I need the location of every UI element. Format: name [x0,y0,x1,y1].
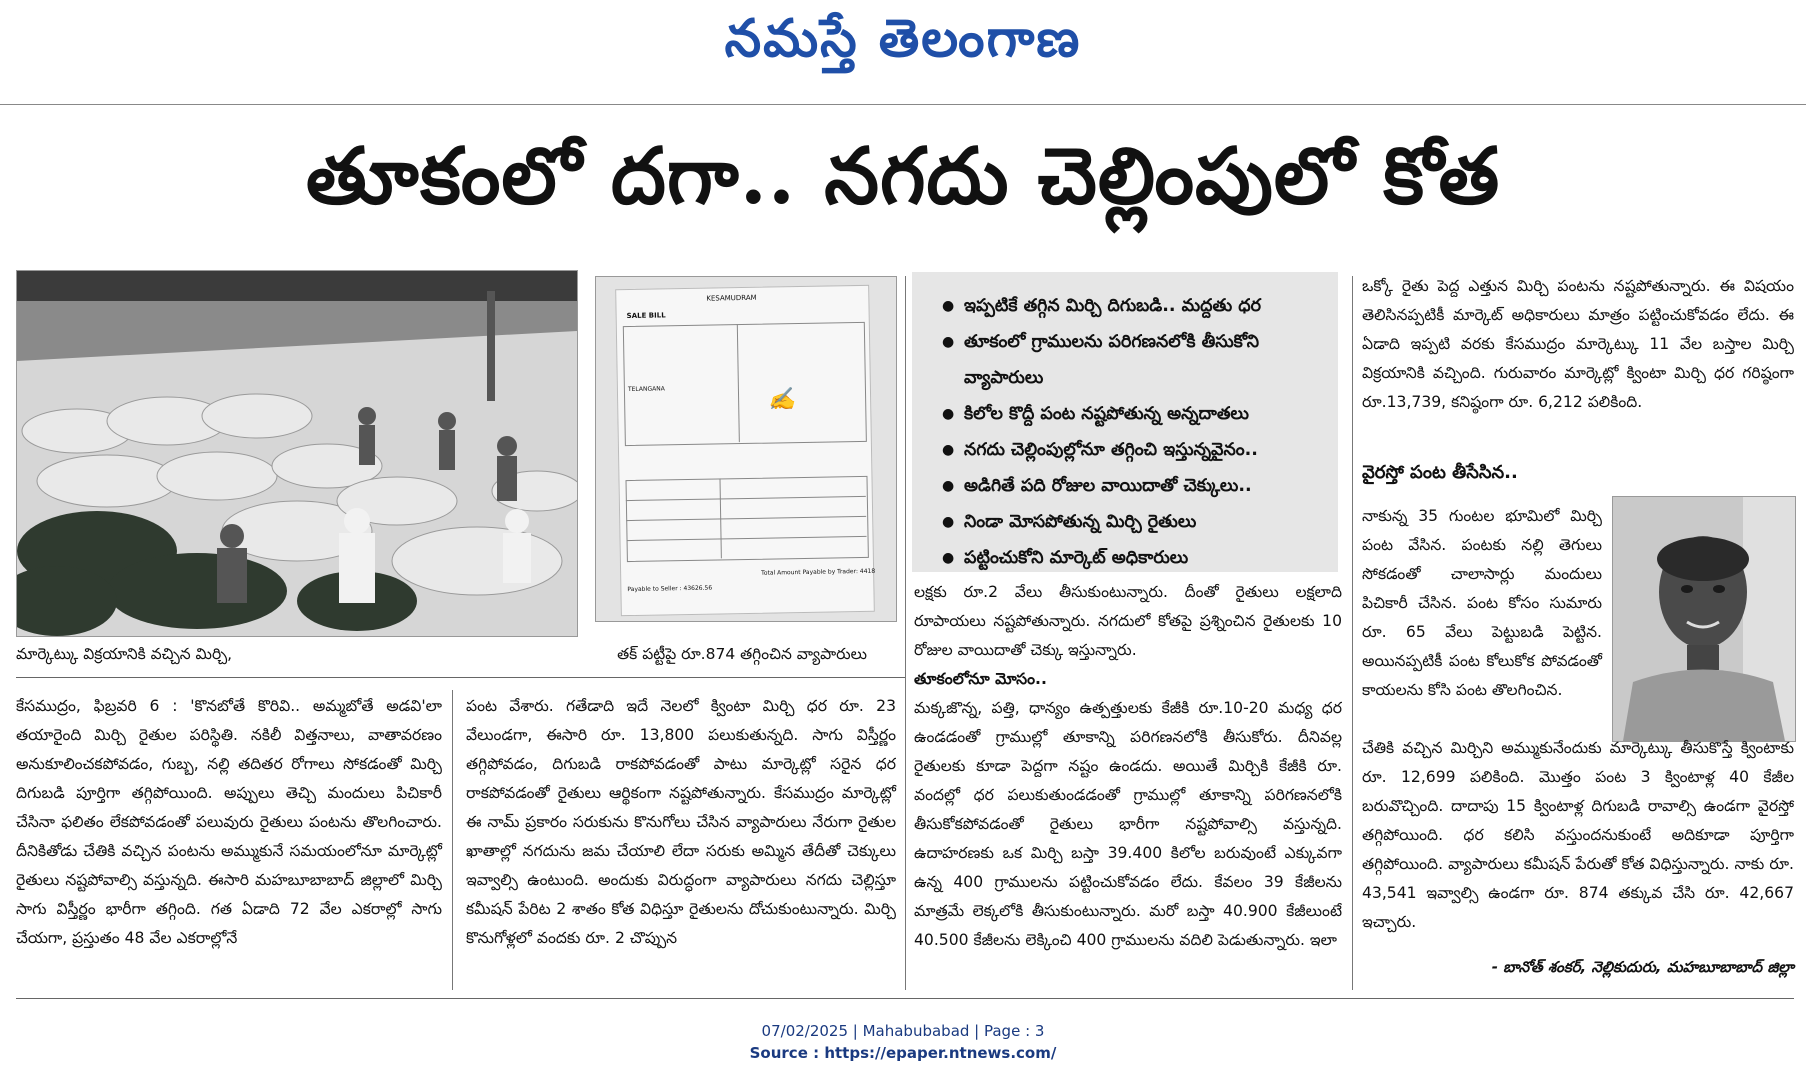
highlights-box [912,272,1338,572]
article-paragraph: లక్షకు రూ.2 వేలు తీసుకుంటున్నారు. దీంతో రైతులు లక్షలాది రూపాయలు నష్టపోతున్నారు. నగదులో కోతపై ప్రశ్నించిన రైతులకు 10 రోజుల వాయిదాతో చెక్కు ఇస్తున్నారు. [914,583,1342,659]
highlight-item: ● అడిగితే పది రోజుల వాయిదాతో చెక్కులు.. [942,468,1324,504]
article-paragraph: మక్కజొన్న, పత్తి, ధాన్యం ఉత్పత్తులకు కేజీకి రూ.10-20 మధ్య ధర ఉండడంతో గ్రాముల్లో తూకాన్ని పరిగణనలోకి తీసుకోరు. దీనివల్ల రైతులకు కూడా పెద్దగా నష్టం ఉండదు. అయితే మిర్చికి కేజీకి రూ. వందల్లో ధర పలుకుతుండడంతో గ్రాముల్లో తూకాన్ని పరిగణనలోకి తీసుకోకపోవడంతో రైతులు భారీగా నష్టపోవాల్సి వస్తున్నది. ఉదాహరణకు ఒక మిర్చి బస్తా 39.400 కిలోల బరువుంటే ఎక్కువగా ఉన్న 400 గ్రాములను పట్టించుకోవడం లేదు. కేవలం 39 కేజీలను మాత్రమే లెక్కలోకి తీసుకుంటున్నారు. మరో బస్తా 40.900 కేజీలుంటే 40.500 కేజీలను లెక్కించి 400 గ్రాములను వదిలి పెడుతున్నారు. ఇలా [914,699,1342,949]
bill-total-label: Total Amount Payable by Trader: 4418 [761,567,876,577]
subheading-virus: వైరస్తో పంట తీసేసిన.. [1362,462,1518,483]
highlights-list [912,272,1338,576]
article-paragraph: ఒక్కో రైతు పెద్ద ఎత్తున మిర్చి పంటను నష్టపోతున్నారు. ఈ విషయం తెలిసినప్పటికీ మార్కెట్ అధికారులు మాత్రం పట్టించుకోవడం లేదు. ఈ ఏడాది ఇప్పటి వరకు కేసముద్రం మార్కెట్కు 11 వేల బస్తాల మిర్చి విక్రయానికి వచ్చింది. గురువారం మార్కెట్లో క్వింటా మిర్చి ధర గరిష్ఠంగా రూ.13,739, కనిష్ఠంగా రూ. 6,212 పలికింది. [1362,277,1794,411]
bill-title: SALE BILL [626,311,666,321]
article-paragraph: నాకున్న 35 గుంటల భూమిలో మిర్చి పంట వేసిన. పంటకు నల్లి తెగులు సోకడంతో చాలాసార్లు మందులు పిచికారీ చేసిన. పంట కోసం సుమారు రూ. 65 వేలు పెట్టుబడి పెట్టిన. అయినప్పటికీ పంట కోలుకోక పోవడంతో కాయలను కోసి పంట తొలగించిన. [1362,507,1602,699]
market-photo-caption: మార్కెట్కు విక్రయానికి వచ్చిన మిర్చి, [16,645,233,663]
highlight-item: ● ఇప్పటికే తగ్గిన మిర్చి దిగుబడి.. మద్దతు ధర [942,288,1324,324]
article-paragraph: చేతికి వచ్చిన మిర్చిని అమ్ముకునేందుకు మార్కెట్కు తీసుకొస్తే క్వింటాకు రూ. 12,699 పలికింది. మొత్తం పంట 3 క్వింటాళ్ల 40 కేజీల బరువొచ్చింది. దాదాపు 15 క్వింటాళ్ల దిగుబడి రావాల్సి ఉండగా వైరస్తో తగ్గిపోయింది. ధర కలిసి వస్తుందనుకుంటే అదికూడా పూర్తిగా తగ్గిపోయింది. వ్యాపారులు కమీషన్ పేరుతో కోత విధిస్తున్నారు. నాకు రూ. 43,541 ఇవ్వాల్సి ఉండగా రూ. 874 తక్కువ చేసి రూ. 42,667 ఇచ్చారు. [1362,739,1794,931]
article-column-3 [914,578,1342,955]
highlight-item: ● నగదు చెల్లింపుల్లోనూ తగ్గించి ఇస్తున్నవైనం.. [942,432,1324,468]
article-paragraph: పంట వేశారు. గతేడాది ఇదే నెలలో క్వింటా మిర్చి ధర రూ. 23 వేలుండగా, ఈసారి రూ. 13,800 పలుకుతున్నది. సాగు విస్తీర్ణం తగ్గిపోవడం, దిగుబడి రాకపోవడంతో పాటు మార్కెట్లో సరైన ధర రాకపోవడంతో రైతులు ఆర్థికంగా నష్టపోతున్నారు. కేసముద్రం మార్కెట్లో ఈ నామ్ ప్రకారం సరుకును కొనుగోలు చేసిన వ్యాపారులు నేరుగా రైతుల ఖాతాల్లో నగదును జమ చేయాలి లేదా సరుకు అమ్మిన తేదీతో చెక్కులు ఇవ్వాల్సి ఉంటుంది. అందుకు విరుద్ధంగా వ్యాపారులు నగదు చెల్లిస్తూ కమీషన్ పేరిట 2 శాతం కోత విధిస్తూ రైతులను దోచుకుంటున్నారు. మిర్చి కొనుగోళ్లలో వందకు రూ. 2 చొప్పున [466,697,896,947]
article-column-2 [466,692,896,953]
footer-dateline: 07/02/2025 | Mahabubabad | Page : 3 [761,1022,1045,1040]
masthead: నమస్తే తెలంగాణ [724,8,1082,69]
article-column-4-top [1362,272,1794,417]
market-photo-illustration [17,271,577,636]
article-paragraph: కేసముద్రం, ఫిబ్రవరి 6 : 'కొనబోతే కొరివి.. అమ్మబోతే అడవి'లా తయారైంది మిర్చి రైతుల పరిస్థితి. నకిలీ విత్తనాలు, వాతావరణం అనుకూలించకపోవడం, గుబ్బ, నల్లి తదితర రోగాలు సోకడంతో మిర్చి దిగుబడి పూర్తిగా తగ్గిపోయింది. అప్పులు తెచ్చి మందులు పిచికారీ చేసినా ఫలితం లేకపోవడంతో పలువురు రైతులు పంటను తొలగించారు. దీనికితోడు చేతికి వచ్చిన పంటను అమ్ముకునే సమయంలోనూ మార్కెట్లో రైతులు నష్టపోవాల్సి వస్తున్నది. ఈసారి మహబూబాబాద్ జిల్లాలో మిర్చి సాగు విస్తీర్ణం భారీగా తగ్గింది. గత ఏడాది 72 వేల ఎకరాల్లో సాగు చేయగా, ప్రస్తుతం 48 వేల ఎకరాల్లోనే [16,697,442,947]
article-column-1 [16,692,442,953]
sale-bill-photo: KESAMUDRAM SALE BILL TELANGANA ✍ Total Amount Payable by Trader: 4418 Payable to Seller : 43626.56 [595,276,897,622]
farmer-photo [1612,496,1796,742]
bill-state: TELANGANA [627,385,665,394]
column-rule [452,690,453,990]
article-column-4-bottom [1362,734,1794,937]
photo-caption-rule [16,677,906,678]
footer-source: Source : https://epaper.ntnews.com/ [749,1044,1057,1062]
bill-market-name: KESAMUDRAM [706,293,757,303]
headline: తూకంలో దగా.. నగదు చెల్లింపులో కోత [305,131,1501,222]
subheading-weighing-fraud: తూకంలోనూ మోసం.. [914,670,1047,688]
market-photo [16,270,578,637]
byline: - బానోత్ శంకర్, నెల్లికుదురు, మహబూబాబాద్ జిల్లా [1491,958,1794,976]
footer-rule [16,998,1794,999]
sale-bill-caption: తక్ పట్టీపై రూ.874 తగ్గించిన వ్యాపారులు [617,645,867,663]
article-column-4-middle [1362,502,1602,705]
farmer-photo-illustration [1613,497,1795,741]
column-rule [1352,276,1353,990]
bill-payable-label: Payable to Seller : 43626.56 [627,584,713,594]
column-rule [905,276,906,990]
masthead-rule [0,104,1806,105]
highlight-item: ● కిలోల కొద్దీ పంట నష్టపోతున్న అన్నదాతలు [942,396,1324,432]
highlight-item: ● తూకంలో గ్రాములను పరిగణనలోకి తీసుకోని వ్యాపారులు [942,324,1324,396]
highlight-item: ● నిండా మోసపోతున్న మిర్చి రైతులు [942,504,1324,540]
highlight-item: ● పట్టించుకోని మార్కెట్ అధికారులు [942,540,1324,576]
